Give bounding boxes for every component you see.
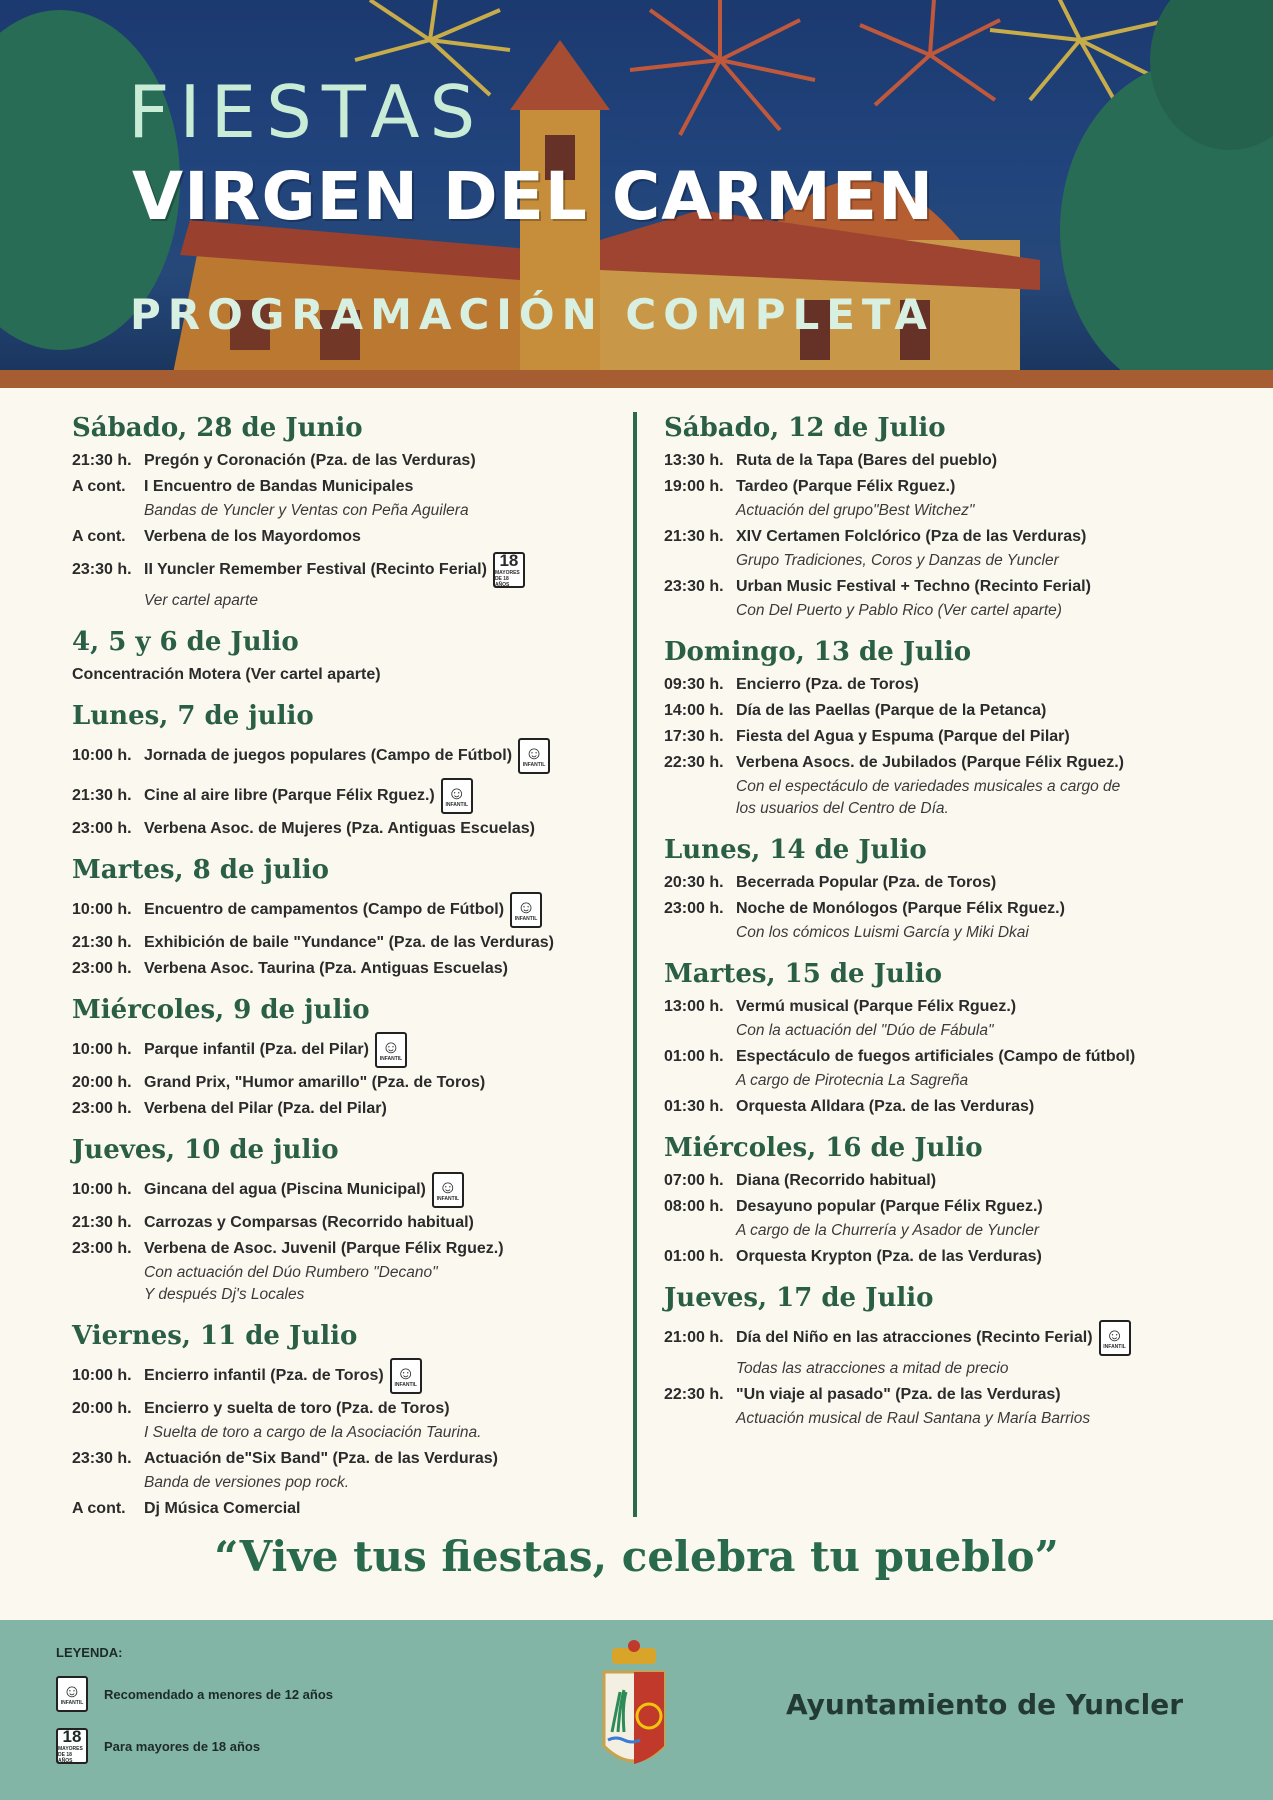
- program-column-right: [664, 412, 1224, 1444]
- event-time: 09:30 h.: [664, 676, 724, 693]
- event-description: Diana (Recorrido habitual): [736, 1172, 937, 1189]
- event-note: Actuación musical de Raul Santana y María Barrios: [736, 1410, 1091, 1427]
- event-description: Actuación de"Six Band" (Pza. de las Verduras): [144, 1450, 498, 1467]
- event-row: [72, 1098, 632, 1120]
- slogan: “Vive tus fiestas, celebra tu pueblo”: [214, 1532, 1059, 1581]
- column-divider: [633, 412, 637, 1517]
- event-description: Tardeo (Parque Félix Rguez.): [736, 478, 956, 495]
- day-block: [664, 958, 1224, 1118]
- event-time: 19:00 h.: [664, 478, 724, 495]
- event-row: [72, 1072, 632, 1094]
- event-time: 20:00 h.: [72, 1400, 132, 1417]
- event-row: [664, 996, 1224, 1018]
- event-note: los usuarios del Centro de Día.: [736, 800, 949, 817]
- event-note: Actuación del grupo"Best Witchez": [736, 502, 975, 519]
- event-row: [72, 958, 632, 980]
- day-block: [72, 994, 632, 1120]
- event-time: 23:00 h.: [72, 960, 132, 977]
- organizer-name: Ayuntamiento de Yuncler: [786, 1688, 1184, 1721]
- event-row: [664, 1246, 1224, 1268]
- event-note: Con el espectáculo de variedades musicales a cargo de: [736, 778, 1121, 795]
- event-time: 23:00 h.: [72, 1100, 132, 1117]
- event-time: 23:30 h.: [664, 578, 724, 595]
- event-time: 21:30 h.: [664, 528, 724, 545]
- legend-adult: [56, 1728, 260, 1764]
- day-block: [664, 412, 1224, 622]
- day-block: [72, 854, 632, 980]
- header-subtitle: PROGRAMACIÓN COMPLETA: [130, 290, 934, 339]
- day-title: Viernes, 11 de Julio: [72, 1321, 358, 1351]
- infantil-badge-icon: ☺ INFANTIL: [56, 1676, 88, 1712]
- event-time: 21:30 h.: [72, 1214, 132, 1231]
- event-row: [72, 526, 632, 548]
- event-time: 01:30 h.: [664, 1098, 724, 1115]
- event-row: [664, 726, 1224, 748]
- event-row: [72, 738, 632, 774]
- event-description: Fiesta del Agua y Espuma (Parque del Pilar): [736, 728, 1070, 745]
- day-block: [72, 412, 632, 612]
- event-description: Orquesta Alldara (Pza. de las Verduras): [736, 1098, 1035, 1115]
- event-time: 10:00 h.: [72, 1181, 132, 1198]
- event-note: Con Del Puerto y Pablo Rico (Ver cartel aparte): [736, 602, 1062, 619]
- infantil-badge-icon: ☺ INFANTIL: [432, 1172, 464, 1208]
- event-time: 23:00 h.: [72, 820, 132, 837]
- event-note: Grupo Tradiciones, Coros y Danzas de Yuncler: [736, 552, 1059, 569]
- event-description: Parque infantil (Pza. del Pilar): [144, 1041, 369, 1058]
- event-row: [664, 1196, 1224, 1218]
- day-block: [664, 834, 1224, 944]
- town-crest-icon: [598, 1636, 670, 1786]
- event-time: 01:00 h.: [664, 1248, 724, 1265]
- day-block: [72, 1320, 632, 1520]
- event-note: Ver cartel aparte: [144, 592, 259, 609]
- event-description: Verbena de Asoc. Juvenil (Parque Félix Rguez.): [144, 1240, 504, 1257]
- event-time: 14:00 h.: [664, 702, 724, 719]
- event-description: Exhibición de baile "Yundance" (Pza. de las Verduras): [144, 934, 554, 951]
- event-description: Desayuno popular (Parque Félix Rguez.): [736, 1198, 1043, 1215]
- event-description: Noche de Monólogos (Parque Félix Rguez.): [736, 900, 1065, 917]
- event-description: I Encuentro de Bandas Municipales: [144, 478, 414, 495]
- event-note: A cargo de Pirotecnia La Sagreña: [736, 1072, 969, 1089]
- day-block: [72, 1134, 632, 1306]
- event-description: Verbena del Pilar (Pza. del Pilar): [144, 1100, 387, 1117]
- infantil-badge-icon: ☺ INFANTIL: [390, 1358, 422, 1394]
- legend-infantil: [56, 1676, 333, 1712]
- event-row: [72, 818, 632, 840]
- day-title: Miércoles, 9 de julio: [72, 995, 370, 1025]
- event-description: Ruta de la Tapa (Bares del pueblo): [736, 452, 998, 469]
- event-description: Gincana del agua (Piscina Municipal): [144, 1181, 426, 1198]
- event-description: Día del Niño en las atracciones (Recinto Ferial): [736, 1329, 1093, 1346]
- infantil-badge-icon: ☺ INFANTIL: [441, 778, 473, 814]
- adults-18-badge-icon: 18 MAYORES DE 18 AÑOS: [493, 552, 525, 588]
- legend-infantil-text: Recomendado a menores de 12 años: [104, 1686, 334, 1702]
- event-time: 22:30 h.: [664, 754, 724, 771]
- event-description: Encierro y suelta de toro (Pza. de Toros): [144, 1400, 450, 1417]
- day-block: [664, 1282, 1224, 1430]
- event-time: 17:30 h.: [664, 728, 724, 745]
- day-title: 4, 5 y 6 de Julio: [72, 627, 299, 657]
- event-description: Verbena Asoc. Taurina (Pza. Antiguas Escuelas): [144, 960, 508, 977]
- event-time: 13:00 h.: [664, 998, 724, 1015]
- infantil-badge-icon: ☺ INFANTIL: [510, 892, 542, 928]
- infantil-badge-icon: ☺ INFANTIL: [375, 1032, 407, 1068]
- event-row: [72, 778, 632, 814]
- event-row: [664, 700, 1224, 722]
- event-description: Becerrada Popular (Pza. de Toros): [736, 874, 997, 891]
- event-description: Jornada de juegos populares (Campo de Fútbol): [144, 747, 513, 764]
- infantil-badge-icon: ☺ INFANTIL: [518, 738, 550, 774]
- event-row: [664, 674, 1224, 696]
- day-title: Martes, 8 de julio: [72, 855, 329, 885]
- day-title: Miércoles, 16 de Julio: [664, 1133, 983, 1163]
- event-row: [72, 932, 632, 954]
- event-row: [664, 1170, 1224, 1192]
- event-time: 10:00 h.: [72, 901, 132, 918]
- event-row: [72, 1358, 632, 1394]
- event-time: A cont.: [72, 528, 126, 545]
- event-description: Urban Music Festival + Techno (Recinto Ferial): [736, 578, 1091, 595]
- event-row: [664, 1320, 1224, 1356]
- event-row: [664, 752, 1224, 774]
- event-row: [664, 872, 1224, 894]
- legend-title: LEYENDA:: [56, 1645, 123, 1660]
- event-description: Encuentro de campamentos (Campo de Fútbol): [144, 901, 505, 918]
- event-row: [664, 476, 1224, 498]
- day-title: Domingo, 13 de Julio: [664, 637, 972, 667]
- event-time: 10:00 h.: [72, 747, 132, 764]
- event-time: 23:30 h.: [72, 561, 132, 578]
- day-block: [72, 700, 632, 840]
- event-description: Grand Prix, "Humor amarillo" (Pza. de Toros): [144, 1074, 486, 1091]
- day-title: Martes, 15 de Julio: [664, 959, 942, 989]
- event-row: [72, 450, 632, 472]
- event-description: Verbena de los Mayordomos: [144, 528, 361, 545]
- event-row: [72, 1212, 632, 1234]
- event-time: 22:30 h.: [664, 1386, 724, 1403]
- event-description: II Yuncler Remember Festival (Recinto Ferial): [144, 561, 487, 578]
- event-note: Bandas de Yuncler y Ventas con Peña Aguilera: [144, 502, 469, 519]
- event-time: 23:00 h.: [72, 1240, 132, 1257]
- event-description: Verbena Asoc. de Mujeres (Pza. Antiguas Escuelas): [144, 820, 535, 837]
- event-row: [664, 1046, 1224, 1068]
- event-row: [664, 1384, 1224, 1406]
- day-title: Lunes, 7 de julio: [72, 701, 314, 731]
- event-time: 08:00 h.: [664, 1198, 724, 1215]
- day-block: [72, 626, 632, 686]
- event-row: [72, 1238, 632, 1260]
- day-title: Sábado, 12 de Julio: [664, 413, 946, 443]
- header-banner: [0, 0, 1273, 388]
- infantil-badge-icon: ☺ INFANTIL: [1099, 1320, 1131, 1356]
- event-time: A cont.: [72, 1500, 126, 1517]
- day-block: [664, 1132, 1224, 1268]
- day-title: Sábado, 28 de Junio: [72, 413, 363, 443]
- event-time: A cont.: [72, 478, 126, 495]
- event-time: 01:00 h.: [664, 1048, 724, 1065]
- event-row: [72, 1448, 632, 1470]
- event-row: [72, 1172, 632, 1208]
- event-note: Con los cómicos Luismi García y Miki Dkai: [736, 924, 1029, 941]
- event-time: 20:30 h.: [664, 874, 724, 891]
- event-description: "Un viaje al pasado" (Pza. de las Verduras): [736, 1386, 1061, 1403]
- event-description: Día de las Paellas (Parque de la Petanca): [736, 702, 1047, 719]
- event-time: 07:00 h.: [664, 1172, 724, 1189]
- event-row: [664, 576, 1224, 598]
- event-note: Con la actuación del "Dúo de Fábula": [736, 1022, 994, 1039]
- footer: [0, 1620, 1273, 1800]
- event-row: [72, 476, 632, 498]
- event-time: 21:00 h.: [664, 1329, 724, 1346]
- header-title-main: VIRGEN DEL CARMEN: [132, 158, 935, 235]
- event-description: Orquesta Krypton (Pza. de las Verduras): [736, 1248, 1042, 1265]
- day-title: Lunes, 14 de Julio: [664, 835, 927, 865]
- event-description: Verbena Asocs. de Jubilados (Parque Félix Rguez.): [736, 754, 1124, 771]
- legend-adult-text: Para mayores de 18 años: [104, 1738, 261, 1754]
- program-column-left: [72, 412, 632, 1534]
- event-time: 13:30 h.: [664, 452, 724, 469]
- event-description: Carrozas y Comparsas (Recorrido habitual): [144, 1214, 474, 1231]
- event-time: 21:30 h.: [72, 934, 132, 951]
- event-row: [664, 450, 1224, 472]
- header-title-top: FIESTAS: [128, 70, 486, 154]
- event-time: 10:00 h.: [72, 1367, 132, 1384]
- event-description: Encierro infantil (Pza. de Toros): [144, 1367, 384, 1384]
- event-note: A cargo de la Churrería y Asador de Yuncler: [736, 1222, 1039, 1239]
- event-row: [664, 526, 1224, 548]
- event-row: [72, 1398, 632, 1420]
- event-row: [664, 1096, 1224, 1118]
- event-time: 23:30 h.: [72, 1450, 132, 1467]
- event-description: Encierro (Pza. de Toros): [736, 676, 919, 693]
- event-description: XIV Certamen Folclórico (Pza de las Verduras): [736, 528, 1087, 545]
- event-note: Banda de versiones pop rock.: [144, 1474, 350, 1491]
- event-time: 23:00 h.: [664, 900, 724, 917]
- event-note: Con actuación del Dúo Rumbero "Decano": [144, 1264, 438, 1281]
- event-description: Dj Música Comercial: [144, 1500, 301, 1517]
- adults-18-badge-icon: 18 MAYORES DE 18 AÑOS: [56, 1728, 88, 1764]
- day-title: Jueves, 10 de julio: [72, 1135, 339, 1165]
- event-description: Cine al aire libre (Parque Félix Rguez.): [144, 787, 435, 804]
- event-text: Concentración Motera (Ver cartel aparte): [72, 666, 381, 683]
- event-time: 10:00 h.: [72, 1041, 132, 1058]
- event-description: Espectáculo de fuegos artificiales (Campo de fútbol): [736, 1048, 1136, 1065]
- day-block: [664, 636, 1224, 820]
- day-title: Jueves, 17 de Julio: [664, 1283, 934, 1313]
- event-note: Todas las atracciones a mitad de precio: [736, 1360, 1009, 1377]
- event-row: [664, 898, 1224, 920]
- event-time: 21:30 h.: [72, 787, 132, 804]
- event-note: Y después Dj's Locales: [144, 1286, 305, 1303]
- event-time: 20:00 h.: [72, 1074, 132, 1091]
- event-time: 21:30 h.: [72, 452, 132, 469]
- event-row: [72, 892, 632, 928]
- event-row: [72, 552, 632, 588]
- event-description: Vermú musical (Parque Félix Rguez.): [736, 998, 1017, 1015]
- event-row: [72, 1498, 632, 1520]
- event-note: I Suelta de toro a cargo de la Asociación Taurina.: [144, 1424, 482, 1441]
- event-row: [72, 1032, 632, 1068]
- event-description: Pregón y Coronación (Pza. de las Verduras): [144, 452, 476, 469]
